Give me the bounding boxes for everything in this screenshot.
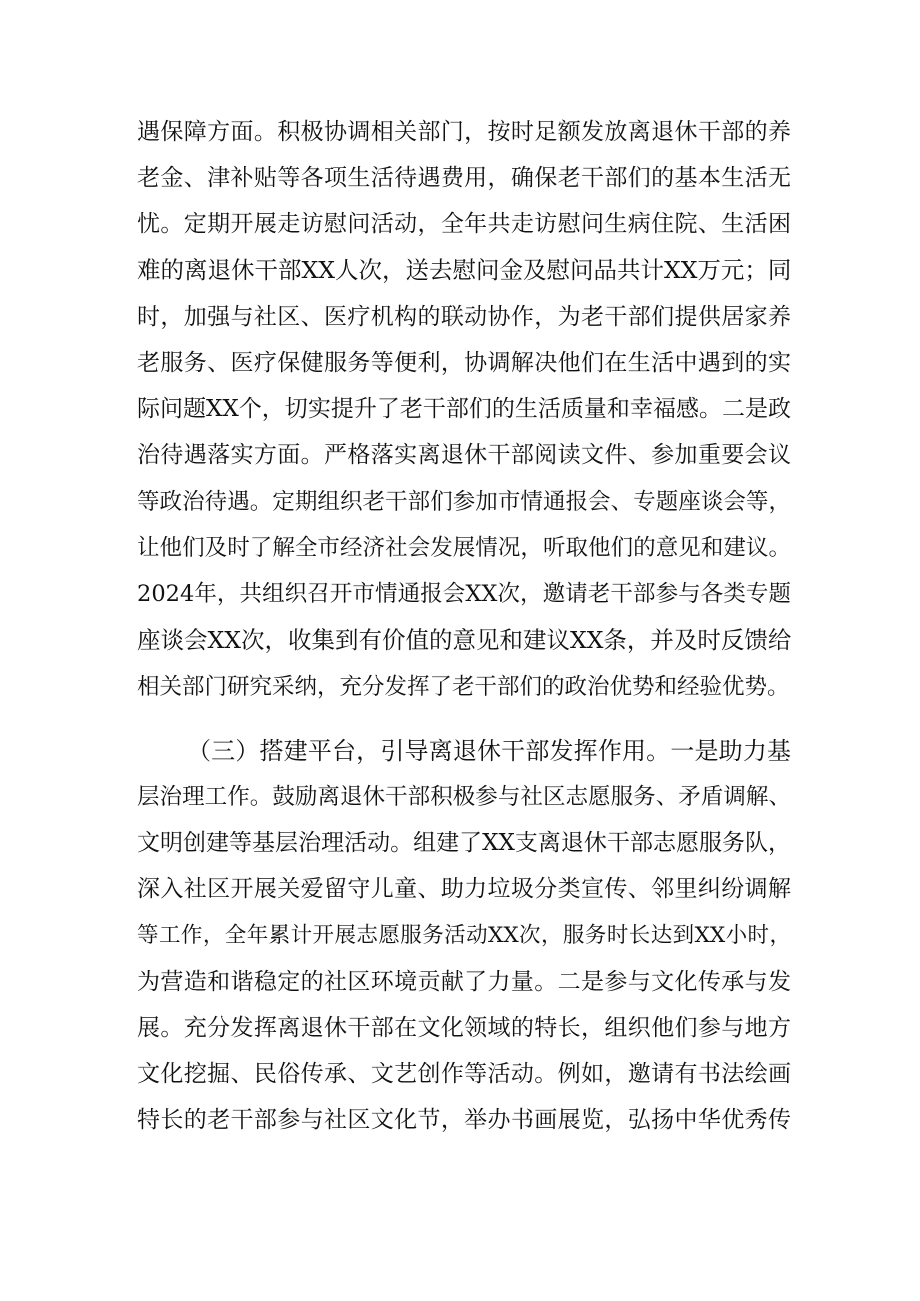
text-line: 为营造和谐稳定的社区环境贡献了力量。二是参与文化传承与发 [137, 969, 791, 995]
text-line: 文化挖掘、民俗传承、文艺创作等活动。例如，邀请有书法绘画 [137, 1061, 791, 1087]
text-line: 遇保障方面。积极协调相关部门，按时足额发放离退休干部的养 [137, 119, 791, 145]
text-line: 时，加强与社区、医疗机构的联动协作，为老干部们提供居家养 [137, 304, 791, 330]
text-line: 老服务、医疗保健服务等便利，协调解决他们在生活中遇到的实 [137, 350, 791, 376]
text-line: 治待遇落实方面。严格落实离退休干部阅读文件、参加重要会议 [137, 442, 791, 468]
section-heading-line: （三）搭建平台，引导离退休干部发挥作用。一是助力基 [187, 737, 791, 765]
text-line: 让他们及时了解全市经济社会发展情况，听取他们的意见和建议。 [137, 535, 791, 561]
text-line: 等政治待遇。定期组织老干部们参加市情通报会、专题座谈会等， [137, 489, 791, 515]
text-line: 层治理工作。鼓励离退休干部积极参与社区志愿服务、矛盾调解、 [137, 784, 791, 810]
text-line: 文明创建等基层治理活动。组建了XX支离退休干部志愿服务队， [137, 830, 791, 856]
text-line: 2024年，共组织召开市情通报会XX次，邀请老干部参与各类专题 [137, 581, 791, 607]
text-line: 相关部门研究采纳，充分发挥了老干部们的政治优势和经验优势。 [137, 674, 790, 700]
text-line: 座谈会XX次，收集到有价值的意见和建议XX条，并及时反馈给 [137, 626, 792, 654]
text-line: 特长的老干部参与社区文化节，举办书画展览，弘扬中华优秀传 [137, 1107, 791, 1133]
text-line: 等工作，全年累计开展志愿服务活动XX次，服务时长达到XX小时， [137, 923, 791, 948]
text-line: 难的离退休干部XX人次，送去慰问金及慰问品共计XX万元；同 [137, 256, 792, 284]
text-line: 深入社区开展关爱留守儿童、助力垃圾分类宣传、邻里纠纷调解 [137, 876, 791, 902]
text-line: 老金、津补贴等各项生活待遇费用，确保老干部们的基本生活无 [137, 165, 791, 191]
text-line: 忧。定期开展走访慰问活动，全年共走访慰问生病住院、生活困 [137, 211, 791, 237]
text-line: 展。充分发挥离退休干部在文化领域的特长，组织他们参与地方 [137, 1015, 791, 1041]
text-line: 际问题XX个，切实提升了老干部们的生活质量和幸福感。二是政 [137, 396, 791, 422]
